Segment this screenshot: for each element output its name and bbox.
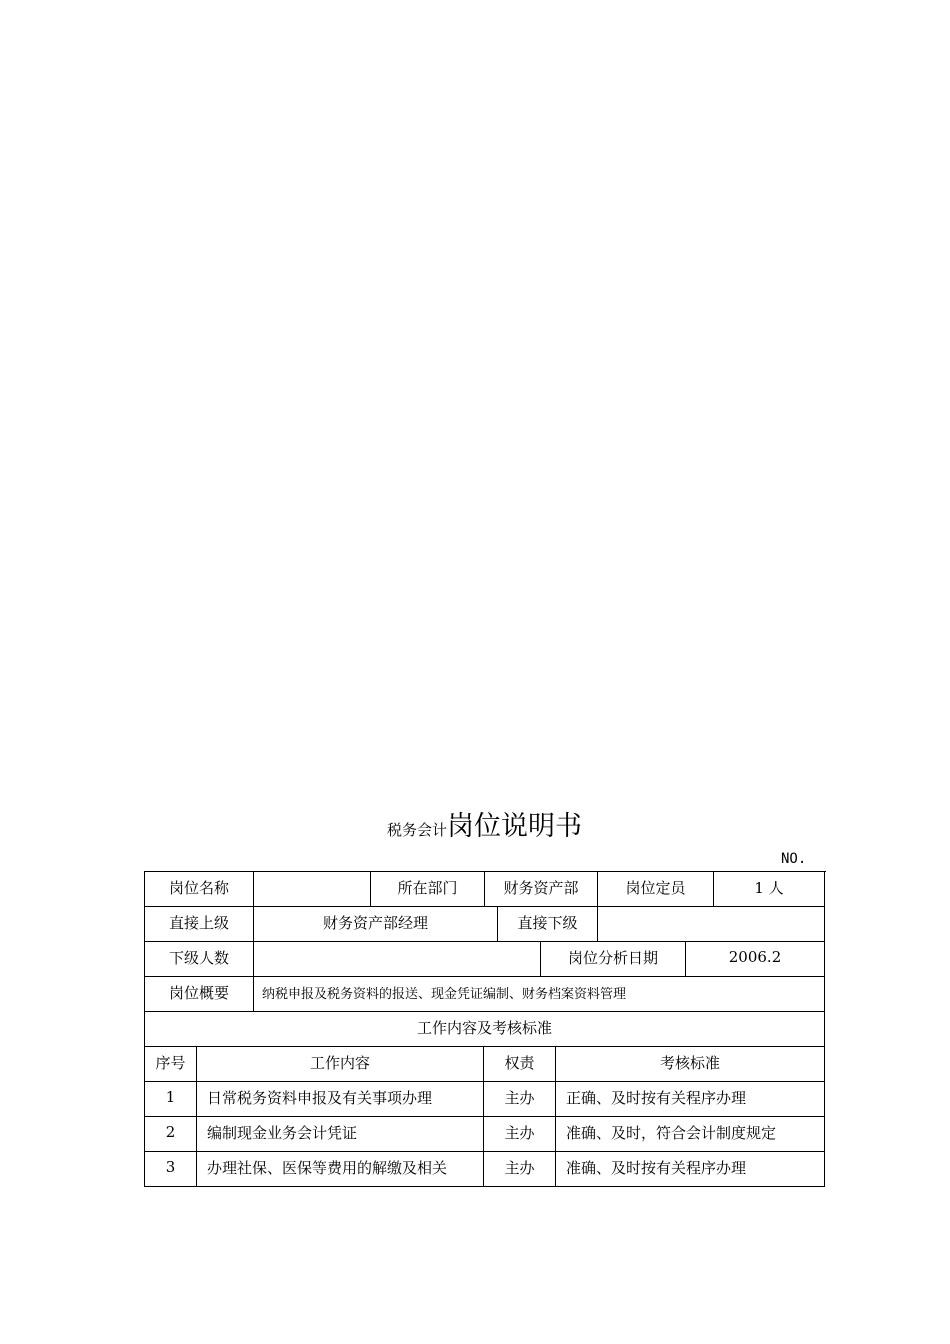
row-no: 2 [145, 1117, 197, 1152]
sub-count-value [254, 942, 541, 977]
title-prefix: 税务会计 [386, 821, 447, 839]
row-standard: 准确、及时，符合会计制度规定 [556, 1117, 825, 1152]
column-header-role: 权责 [484, 1047, 556, 1082]
row-role: 主办 [484, 1152, 556, 1187]
subordinate-value [598, 907, 825, 942]
post-name-label: 岗位名称 [145, 872, 254, 907]
table-row [145, 1082, 826, 1117]
row-content: 办理社保、医保等费用的解缴及相关 [197, 1152, 484, 1187]
table-row [145, 872, 826, 907]
dept-label: 所在部门 [371, 872, 485, 907]
summary-label: 岗位概要 [145, 977, 254, 1012]
summary-value: 纳税申报及税务资料的报送、现金凭证编制、财务档案资料管理 [254, 977, 825, 1012]
row-role: 主办 [484, 1082, 556, 1117]
column-header-standard: 考核标准 [556, 1047, 825, 1082]
analysis-date-label: 岗位分析日期 [541, 942, 686, 977]
table-row [145, 1152, 826, 1187]
row-standard: 正确、及时按有关程序办理 [556, 1082, 825, 1117]
table-row [145, 1117, 826, 1152]
table-row [145, 1012, 826, 1047]
title-main: 岗位说明书 [447, 811, 582, 842]
headcount-value: 1 人 [714, 872, 825, 907]
column-header-no: 序号 [145, 1047, 197, 1082]
number-label: NO. [781, 851, 807, 867]
dept-value: 财务资产部 [485, 872, 598, 907]
post-name-value [254, 872, 371, 907]
table-row [145, 907, 826, 942]
table-header-row [145, 1047, 826, 1082]
sub-count-label: 下级人数 [145, 942, 254, 977]
table-row [145, 977, 826, 1012]
headcount-label: 岗位定员 [598, 872, 714, 907]
superior-label: 直接上级 [145, 907, 254, 942]
row-role: 主办 [484, 1117, 556, 1152]
row-content: 日常税务资料申报及有关事项办理 [197, 1082, 484, 1117]
table-row [145, 942, 826, 977]
superior-value: 财务资产部经理 [254, 907, 498, 942]
subordinate-label: 直接下级 [498, 907, 598, 942]
row-no: 1 [145, 1082, 197, 1117]
row-content: 编制现金业务会计凭证 [197, 1117, 484, 1152]
section-title: 工作内容及考核标准 [145, 1012, 825, 1047]
row-standard: 准确、及时按有关程序办理 [556, 1152, 825, 1187]
job-description-table [144, 871, 826, 1187]
document-title [144, 804, 825, 843]
analysis-date-value: 2006.2 [686, 942, 825, 977]
column-header-content: 工作内容 [197, 1047, 484, 1082]
row-no: 3 [145, 1152, 197, 1187]
